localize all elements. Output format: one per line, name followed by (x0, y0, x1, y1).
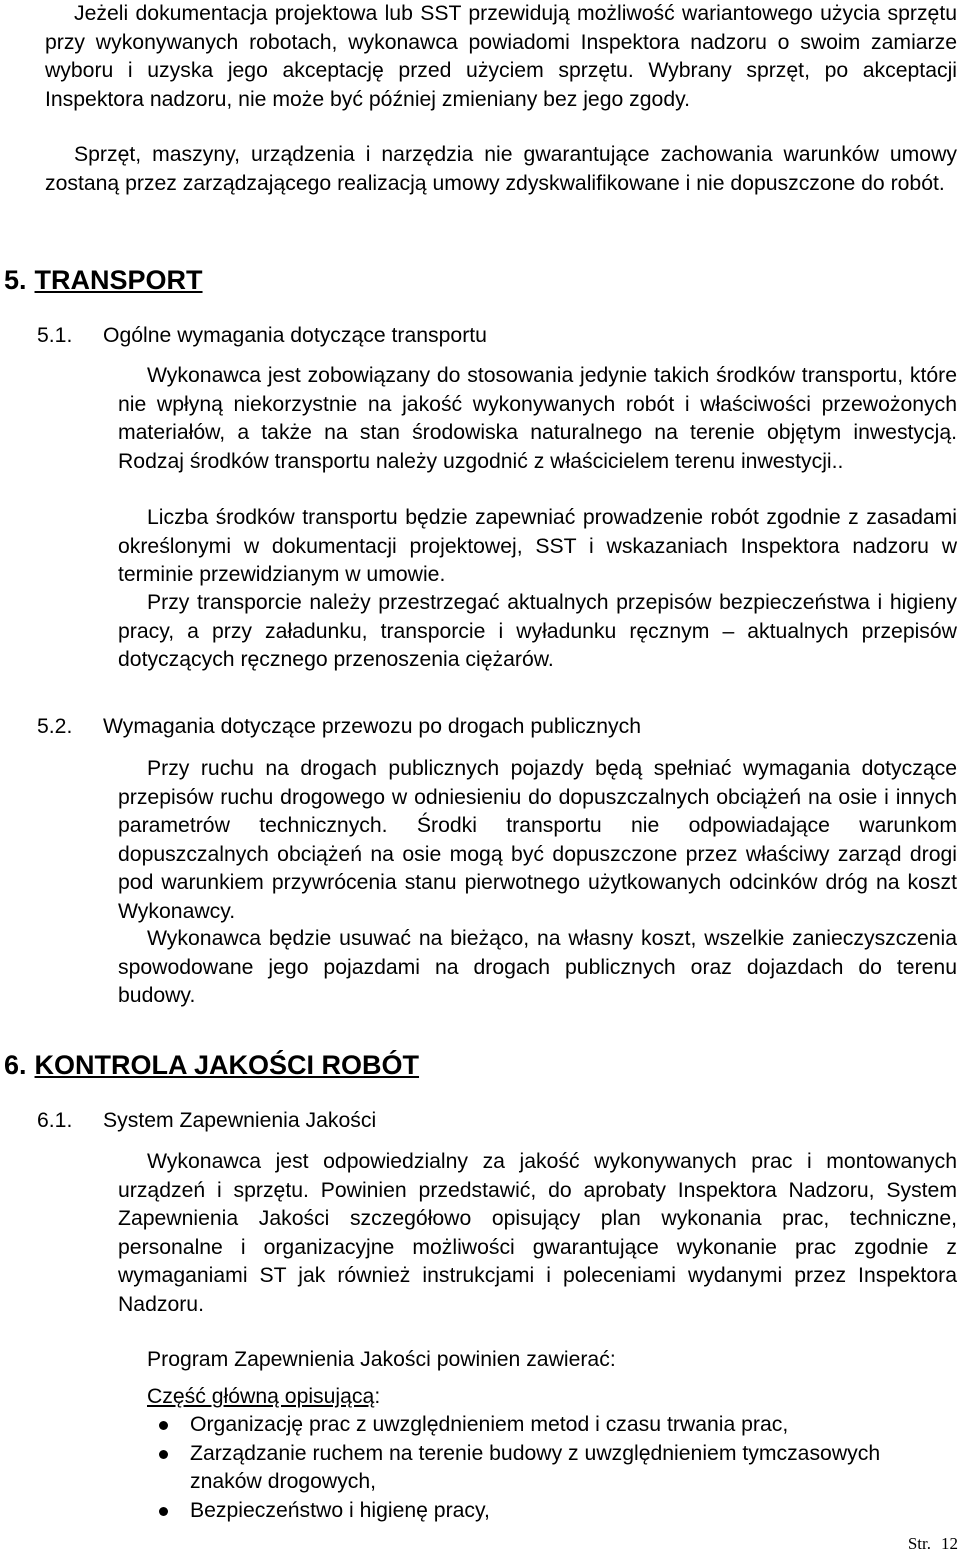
subsection-title: Wymagania dotyczące przewozu po drogach publicznych (103, 715, 642, 738)
subsection-heading-5-1 (37, 322, 487, 350)
page-footer (908, 1534, 958, 1558)
subsection-title: System Zapewnienia Jakości (103, 1109, 377, 1132)
list-item-text: Organizację prac z uwzględnieniem metod i czasu trwania prac, (190, 1413, 789, 1436)
paragraph-public-roads: Przy ruchu na drogach publicznych pojazdy będą spełniać wymagania dotyczące przepisów ruchu drogowego w odniesieniu do dopuszczalnych obciążeń na osie i innych parametrów technicznych. Środki transportu nie odpowiadające warunkom dopuszczalnych obciążeń na osie mogą być dopuszczone przez właściwy zarząd drogi pod warunkiem przywrócenia stanu pierwotnego użytkowanych odcinków dróg na koszt Wykonawcy. (118, 757, 957, 923)
section-heading-transport (4, 264, 203, 296)
subsection-number: 5.2. (37, 715, 73, 738)
list-item-text: Bezpieczeństwo i higienę pracy, (190, 1498, 490, 1522)
subsection-number: 5.1. (37, 324, 73, 347)
paragraph-equipment-disqualification: Sprzęt, maszyny, urządzenia i narzędzia nie gwarantujące zachowania warunków umowy zostaną przez zarządzającego realizacją umowy zdyskwalifikowane i nie dopuszczone do robót. (45, 143, 957, 195)
page-number: 12 (941, 1534, 958, 1553)
paragraph-road-cleaning: Wykonawca będzie usuwać na bieżąco, na własny koszt, wszelkie zanieczyszczenia spowodowane jego pojazdami na drogach publicznych oraz dojazdach do terenu budowy. (118, 927, 957, 1007)
main-part-colon: : (374, 1385, 381, 1408)
list-item (150, 1411, 910, 1440)
section-title: KONTROLA JAKOŚCI ROBÓT (34, 1050, 420, 1080)
section-title: TRANSPORT (34, 265, 203, 295)
list-item-text: Zarządzanie ruchem na terenie budowy z uwzględnieniem tymczasowych znaków drogowych, (190, 1441, 881, 1493)
bullet-list (150, 1411, 910, 1525)
subsection-title: Ogólne wymagania dotyczące transportu (103, 324, 487, 347)
subsection-heading-5-2 (37, 713, 641, 741)
section-number: 5. (4, 265, 27, 295)
list-item (150, 1497, 910, 1526)
section-number: 6. (4, 1050, 27, 1080)
list-item (150, 1440, 910, 1497)
paragraph-transport-count: Liczba środków transportu będzie zapewniać prowadzenie robót zgodnie z zasadami określonymi w dokumentacji projektowej, SST i wskazaniach Inspektora nadzoru w terminie przewidzianym w umowie. (118, 506, 957, 586)
section-heading-quality-control (4, 1049, 419, 1081)
main-part-label (147, 1383, 947, 1412)
bullet-icon (159, 1421, 168, 1430)
paragraph-equipment-variant: Jeżeli dokumentacja projektowa lub SST przewidują możliwość wariantowego użycia sprzętu przy wykonywanych robotach, wykonawca powiadomi Inspektora nadzoru o swoim zamiarze wyboru i uzyska jego akceptację przed użyciem sprzętu. Wybrany sprzęt, po akceptacji Inspektora nadzoru, nie może być później zmieniany bez jego zgody. (45, 2, 957, 111)
paragraph-transport-safety: Przy transporcie należy przestrzegać aktualnych przepisów bezpieczeństwa i higieny pracy, a przy załadunku, transporcie i wyładunku ręcznym – aktualnych przepisów dotyczących ręcznego przenoszenia ciężarów. (118, 591, 957, 671)
paragraph-quality-system: Wykonawca jest odpowiedzialny za jakość wykonywanych prac i montowanych urządzeń i sprzętu. Powinien przedstawić, do aprobaty Inspektora Nadzoru, System Zapewnienia Jakości szczegółowo opisujący plan wykonania prac, techniczne, personalne i organizacyjne możliwości gwarantujące wykonanie prac zgodnie z wymaganiami ST jak również instrukcjami i poleceniami wydanymi przez Inspektora Nadzoru. (118, 1150, 957, 1316)
main-part-label-text: Część główną opisującą (147, 1385, 375, 1408)
subsection-heading-6-1 (37, 1107, 376, 1135)
program-intro: Program Zapewnienia Jakości powinien zawierać: (147, 1348, 616, 1371)
bullet-icon (159, 1450, 168, 1459)
subsection-number: 6.1. (37, 1109, 73, 1132)
bullet-icon (159, 1507, 168, 1516)
page-label: Str. (907, 1534, 931, 1553)
paragraph-transport-means: Wykonawca jest zobowiązany do stosowania jedynie takich środków transportu, które nie wpłyną niekorzystnie na jakość wykonywanych robót i właściwości przewożonych materiałów, a także na stan środowiska naturalnego na terenie objętym inwestycją. Rodzaj środków transportu należy uzgodnić z właścicielem terenu inwestycji.. (118, 364, 957, 473)
